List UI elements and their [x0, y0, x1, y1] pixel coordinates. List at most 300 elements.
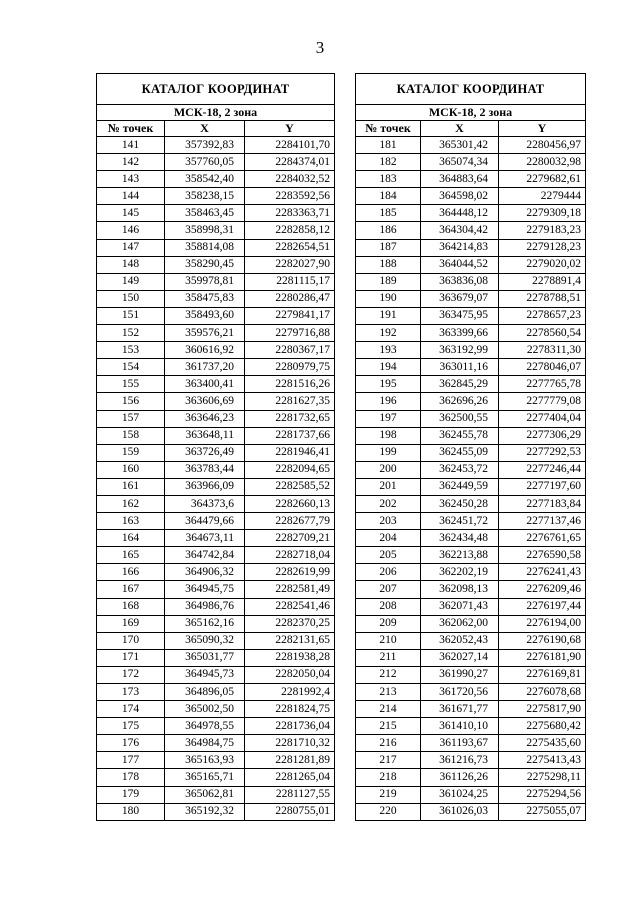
point-number-cell: 174 — [97, 701, 165, 718]
y-coordinate-cell: 2275435,60 — [499, 735, 586, 752]
catalog-title: КАТАЛОГ КООРДИНАТ — [356, 74, 586, 105]
table-row — [356, 359, 586, 376]
point-number-cell: 143 — [97, 171, 165, 188]
table-row — [356, 701, 586, 718]
column-header-x: X — [421, 121, 499, 137]
table-row — [356, 427, 586, 444]
table-row — [356, 718, 586, 735]
catalog-body — [356, 137, 586, 821]
table-row — [356, 154, 586, 171]
table-row — [356, 307, 586, 324]
table-row — [97, 273, 335, 290]
x-coordinate-cell: 362062,00 — [421, 615, 499, 632]
point-number-cell: 155 — [97, 376, 165, 393]
table-row — [97, 359, 335, 376]
y-coordinate-cell: 2275817,90 — [499, 701, 586, 718]
table-row — [97, 513, 335, 530]
x-coordinate-cell: 362450,28 — [421, 495, 499, 512]
y-coordinate-cell: 2282585,52 — [245, 478, 335, 495]
x-coordinate-cell: 365163,93 — [165, 752, 245, 769]
point-number-cell: 205 — [356, 547, 421, 564]
table-row — [356, 461, 586, 478]
table-row — [356, 547, 586, 564]
column-header-point: № точек — [356, 121, 421, 137]
point-number-cell: 159 — [97, 444, 165, 461]
point-number-cell: 161 — [97, 478, 165, 495]
table-row — [356, 137, 586, 154]
point-number-cell: 186 — [356, 222, 421, 239]
table-row — [356, 188, 586, 205]
x-coordinate-cell: 361737,20 — [165, 359, 245, 376]
point-number-cell: 220 — [356, 803, 421, 820]
table-row — [356, 444, 586, 461]
point-number-cell: 202 — [356, 495, 421, 512]
table-row — [356, 513, 586, 530]
x-coordinate-cell: 363783,44 — [165, 461, 245, 478]
table-row — [356, 598, 586, 615]
point-number-cell: 214 — [356, 701, 421, 718]
y-coordinate-cell: 2276190,68 — [499, 632, 586, 649]
point-number-cell: 210 — [356, 632, 421, 649]
y-coordinate-cell: 2277292,53 — [499, 444, 586, 461]
y-coordinate-cell: 2277765,78 — [499, 376, 586, 393]
x-coordinate-cell: 364304,42 — [421, 222, 499, 239]
x-coordinate-cell: 361193,67 — [421, 735, 499, 752]
y-coordinate-cell: 2280286,47 — [245, 290, 335, 307]
point-number-cell: 218 — [356, 769, 421, 786]
x-coordinate-cell: 363606,69 — [165, 393, 245, 410]
x-coordinate-cell: 362071,43 — [421, 598, 499, 615]
point-number-cell: 142 — [97, 154, 165, 171]
table-row — [97, 342, 335, 359]
x-coordinate-cell: 364883,64 — [421, 171, 499, 188]
table-row — [97, 735, 335, 752]
x-coordinate-cell: 362098,13 — [421, 581, 499, 598]
table-row — [97, 803, 335, 820]
y-coordinate-cell: 2281265,04 — [245, 769, 335, 786]
point-number-cell: 176 — [97, 735, 165, 752]
point-number-cell: 191 — [356, 307, 421, 324]
table-row — [356, 564, 586, 581]
table-row — [97, 718, 335, 735]
x-coordinate-cell: 359576,21 — [165, 325, 245, 342]
x-coordinate-cell: 363192,99 — [421, 342, 499, 359]
x-coordinate-cell: 360616,92 — [165, 342, 245, 359]
y-coordinate-cell: 2278311,30 — [499, 342, 586, 359]
point-number-cell: 181 — [356, 137, 421, 154]
y-coordinate-cell: 2277246,44 — [499, 461, 586, 478]
x-coordinate-cell: 358238,15 — [165, 188, 245, 205]
table-row — [97, 649, 335, 666]
table-row — [356, 495, 586, 512]
x-coordinate-cell: 362455,78 — [421, 427, 499, 444]
table-row — [97, 701, 335, 718]
y-coordinate-cell: 2281127,55 — [245, 786, 335, 803]
y-coordinate-cell: 2275680,42 — [499, 718, 586, 735]
x-coordinate-cell: 363011,16 — [421, 359, 499, 376]
point-number-cell: 216 — [356, 735, 421, 752]
table-row — [97, 307, 335, 324]
point-number-cell: 215 — [356, 718, 421, 735]
y-coordinate-cell: 2277404,04 — [499, 410, 586, 427]
x-coordinate-cell: 361671,77 — [421, 701, 499, 718]
table-row — [97, 290, 335, 307]
x-coordinate-cell: 362451,72 — [421, 513, 499, 530]
x-coordinate-cell: 364044,52 — [421, 256, 499, 273]
x-coordinate-cell: 363646,23 — [165, 410, 245, 427]
table-row — [97, 478, 335, 495]
catalog-body — [97, 137, 335, 821]
x-coordinate-cell: 363679,07 — [421, 290, 499, 307]
y-coordinate-cell: 2282709,21 — [245, 530, 335, 547]
x-coordinate-cell: 365031,77 — [165, 649, 245, 666]
point-number-cell: 175 — [97, 718, 165, 735]
point-number-cell: 207 — [356, 581, 421, 598]
x-coordinate-cell: 364945,75 — [165, 581, 245, 598]
y-coordinate-cell: 2277306,29 — [499, 427, 586, 444]
table-row — [97, 530, 335, 547]
table-row — [356, 171, 586, 188]
point-number-cell: 145 — [97, 205, 165, 222]
point-number-cell: 162 — [97, 495, 165, 512]
table-row — [97, 684, 335, 701]
point-number-cell: 144 — [97, 188, 165, 205]
point-number-cell: 206 — [356, 564, 421, 581]
table-row — [356, 222, 586, 239]
y-coordinate-cell: 2275294,56 — [499, 786, 586, 803]
table-row — [97, 564, 335, 581]
y-coordinate-cell: 2276078,68 — [499, 684, 586, 701]
y-coordinate-cell: 2280367,17 — [245, 342, 335, 359]
x-coordinate-cell: 363400,41 — [165, 376, 245, 393]
point-number-cell: 163 — [97, 513, 165, 530]
point-number-cell: 208 — [356, 598, 421, 615]
x-coordinate-cell: 358493,60 — [165, 307, 245, 324]
y-coordinate-cell: 2282094,65 — [245, 461, 335, 478]
point-number-cell: 171 — [97, 649, 165, 666]
table-row — [97, 137, 335, 154]
x-coordinate-cell: 362453,72 — [421, 461, 499, 478]
y-coordinate-cell: 2278788,51 — [499, 290, 586, 307]
table-row — [97, 325, 335, 342]
y-coordinate-cell: 2279716,88 — [245, 325, 335, 342]
y-coordinate-cell: 2277197,60 — [499, 478, 586, 495]
y-coordinate-cell: 2281710,32 — [245, 735, 335, 752]
coordinate-system: МСК-18, 2 зона — [356, 105, 586, 121]
y-coordinate-cell: 2279682,61 — [499, 171, 586, 188]
x-coordinate-cell: 364673,11 — [165, 530, 245, 547]
point-number-cell: 213 — [356, 684, 421, 701]
x-coordinate-cell: 361990,27 — [421, 666, 499, 683]
y-coordinate-cell: 2282858,12 — [245, 222, 335, 239]
y-coordinate-cell: 2281281,89 — [245, 752, 335, 769]
x-coordinate-cell: 364945,73 — [165, 666, 245, 683]
table-row — [97, 581, 335, 598]
table-row — [97, 171, 335, 188]
table-row — [97, 205, 335, 222]
y-coordinate-cell: 2282619,99 — [245, 564, 335, 581]
y-coordinate-cell: 2275413,43 — [499, 752, 586, 769]
point-number-cell: 177 — [97, 752, 165, 769]
table-row — [97, 632, 335, 649]
x-coordinate-cell: 365165,71 — [165, 769, 245, 786]
x-coordinate-cell: 357760,05 — [165, 154, 245, 171]
page-number: 3 — [315, 38, 325, 57]
point-number-cell: 219 — [356, 786, 421, 803]
x-coordinate-cell: 364742,84 — [165, 547, 245, 564]
x-coordinate-cell: 358542,40 — [165, 171, 245, 188]
point-number-cell: 194 — [356, 359, 421, 376]
y-coordinate-cell: 2283592,56 — [245, 188, 335, 205]
table-row — [97, 239, 335, 256]
column-header-y: Y — [245, 121, 335, 137]
y-coordinate-cell: 2277779,08 — [499, 393, 586, 410]
point-number-cell: 198 — [356, 427, 421, 444]
table-row — [356, 478, 586, 495]
x-coordinate-cell: 363966,09 — [165, 478, 245, 495]
x-coordinate-cell: 365002,50 — [165, 701, 245, 718]
catalog-title: КАТАЛОГ КООРДИНАТ — [97, 74, 335, 105]
x-coordinate-cell: 358814,08 — [165, 239, 245, 256]
table-row — [356, 376, 586, 393]
table-row — [356, 530, 586, 547]
y-coordinate-cell: 2276181,90 — [499, 649, 586, 666]
x-coordinate-cell: 358290,45 — [165, 256, 245, 273]
y-coordinate-cell: 2282027,90 — [245, 256, 335, 273]
point-number-cell: 189 — [356, 273, 421, 290]
table-row — [356, 632, 586, 649]
point-number-cell: 188 — [356, 256, 421, 273]
point-number-cell: 157 — [97, 410, 165, 427]
table-row — [97, 769, 335, 786]
y-coordinate-cell: 2281516,26 — [245, 376, 335, 393]
y-coordinate-cell: 2281115,17 — [245, 273, 335, 290]
y-coordinate-cell: 2281992,4 — [245, 684, 335, 701]
y-coordinate-cell: 2284101,70 — [245, 137, 335, 154]
point-number-cell: 169 — [97, 615, 165, 632]
y-coordinate-cell: 2280032,98 — [499, 154, 586, 171]
x-coordinate-cell: 362696,26 — [421, 393, 499, 410]
table-row — [356, 393, 586, 410]
table-row — [97, 598, 335, 615]
point-number-cell: 212 — [356, 666, 421, 683]
table-row — [97, 786, 335, 803]
table-row — [356, 256, 586, 273]
point-number-cell: 153 — [97, 342, 165, 359]
point-number-cell: 165 — [97, 547, 165, 564]
y-coordinate-cell: 2282581,49 — [245, 581, 335, 598]
table-row — [356, 803, 586, 820]
y-coordinate-cell: 2276590,58 — [499, 547, 586, 564]
x-coordinate-cell: 364373,6 — [165, 495, 245, 512]
x-coordinate-cell: 365162,16 — [165, 615, 245, 632]
x-coordinate-cell: 365090,32 — [165, 632, 245, 649]
y-coordinate-cell: 2280456,97 — [499, 137, 586, 154]
table-row — [97, 410, 335, 427]
point-number-cell: 141 — [97, 137, 165, 154]
table-row — [356, 239, 586, 256]
table-row — [97, 222, 335, 239]
table-row — [356, 786, 586, 803]
x-coordinate-cell: 365301,42 — [421, 137, 499, 154]
point-number-cell: 185 — [356, 205, 421, 222]
y-coordinate-cell: 2282131,65 — [245, 632, 335, 649]
point-number-cell: 158 — [97, 427, 165, 444]
point-number-cell: 150 — [97, 290, 165, 307]
y-coordinate-cell: 2281946,41 — [245, 444, 335, 461]
y-coordinate-cell: 2282050,04 — [245, 666, 335, 683]
coordinate-catalog-left — [96, 73, 335, 821]
y-coordinate-cell: 2279183,23 — [499, 222, 586, 239]
y-coordinate-cell: 2278560,54 — [499, 325, 586, 342]
y-coordinate-cell: 2282541,46 — [245, 598, 335, 615]
point-number-cell: 217 — [356, 752, 421, 769]
point-number-cell: 170 — [97, 632, 165, 649]
y-coordinate-cell: 2281824,75 — [245, 701, 335, 718]
point-number-cell: 211 — [356, 649, 421, 666]
x-coordinate-cell: 362213,88 — [421, 547, 499, 564]
y-coordinate-cell: 2276169,81 — [499, 666, 586, 683]
x-coordinate-cell: 362202,19 — [421, 564, 499, 581]
table-row — [97, 444, 335, 461]
y-coordinate-cell: 2280755,01 — [245, 803, 335, 820]
x-coordinate-cell: 358463,45 — [165, 205, 245, 222]
x-coordinate-cell: 363726,49 — [165, 444, 245, 461]
y-coordinate-cell: 2279020,02 — [499, 256, 586, 273]
point-number-cell: 166 — [97, 564, 165, 581]
table-row — [356, 325, 586, 342]
table-row — [356, 205, 586, 222]
point-number-cell: 199 — [356, 444, 421, 461]
table-row — [97, 666, 335, 683]
y-coordinate-cell: 2281737,66 — [245, 427, 335, 444]
table-row — [356, 752, 586, 769]
x-coordinate-cell: 362027,14 — [421, 649, 499, 666]
table-row — [97, 495, 335, 512]
point-number-cell: 187 — [356, 239, 421, 256]
point-number-cell: 183 — [356, 171, 421, 188]
table-row — [356, 273, 586, 290]
y-coordinate-cell: 2282660,13 — [245, 495, 335, 512]
x-coordinate-cell: 361026,03 — [421, 803, 499, 820]
point-number-cell: 167 — [97, 581, 165, 598]
y-coordinate-cell: 2284374,01 — [245, 154, 335, 171]
table-row — [97, 154, 335, 171]
x-coordinate-cell: 363475,95 — [421, 307, 499, 324]
point-number-cell: 193 — [356, 342, 421, 359]
point-number-cell: 178 — [97, 769, 165, 786]
x-coordinate-cell: 361720,56 — [421, 684, 499, 701]
table-row — [356, 410, 586, 427]
y-coordinate-cell: 2276761,65 — [499, 530, 586, 547]
y-coordinate-cell: 2280979,75 — [245, 359, 335, 376]
y-coordinate-cell: 2276209,46 — [499, 581, 586, 598]
table-row — [356, 666, 586, 683]
x-coordinate-cell: 358475,83 — [165, 290, 245, 307]
table-row — [97, 256, 335, 273]
y-coordinate-cell: 2279309,18 — [499, 205, 586, 222]
y-coordinate-cell: 2278891,4 — [499, 273, 586, 290]
table-row — [356, 684, 586, 701]
point-number-cell: 184 — [356, 188, 421, 205]
y-coordinate-cell: 2281732,65 — [245, 410, 335, 427]
x-coordinate-cell: 362434,48 — [421, 530, 499, 547]
y-coordinate-cell: 2282654,51 — [245, 239, 335, 256]
x-coordinate-cell: 364906,32 — [165, 564, 245, 581]
x-coordinate-cell: 362052,43 — [421, 632, 499, 649]
point-number-cell: 182 — [356, 154, 421, 171]
y-coordinate-cell: 2282370,25 — [245, 615, 335, 632]
point-number-cell: 164 — [97, 530, 165, 547]
point-number-cell: 146 — [97, 222, 165, 239]
table-row — [97, 461, 335, 478]
y-coordinate-cell: 2278657,23 — [499, 307, 586, 324]
x-coordinate-cell: 361410,10 — [421, 718, 499, 735]
point-number-cell: 160 — [97, 461, 165, 478]
y-coordinate-cell: 2276241,43 — [499, 564, 586, 581]
x-coordinate-cell: 364448,12 — [421, 205, 499, 222]
x-coordinate-cell: 364479,66 — [165, 513, 245, 530]
point-number-cell: 154 — [97, 359, 165, 376]
y-coordinate-cell: 2281938,28 — [245, 649, 335, 666]
point-number-cell: 203 — [356, 513, 421, 530]
x-coordinate-cell: 364598,02 — [421, 188, 499, 205]
table-row — [97, 393, 335, 410]
y-coordinate-cell: 2282718,04 — [245, 547, 335, 564]
y-coordinate-cell: 2275055,07 — [499, 803, 586, 820]
y-coordinate-cell: 2278046,07 — [499, 359, 586, 376]
point-number-cell: 147 — [97, 239, 165, 256]
x-coordinate-cell: 365062,81 — [165, 786, 245, 803]
point-number-cell: 197 — [356, 410, 421, 427]
column-header-point: № точек — [97, 121, 165, 137]
x-coordinate-cell: 363836,08 — [421, 273, 499, 290]
x-coordinate-cell: 364896,05 — [165, 684, 245, 701]
point-number-cell: 152 — [97, 325, 165, 342]
x-coordinate-cell: 365074,34 — [421, 154, 499, 171]
point-number-cell: 173 — [97, 684, 165, 701]
table-row — [97, 376, 335, 393]
table-row — [97, 427, 335, 444]
table-row — [356, 581, 586, 598]
y-coordinate-cell: 2279841,17 — [245, 307, 335, 324]
point-number-cell: 196 — [356, 393, 421, 410]
point-number-cell: 195 — [356, 376, 421, 393]
y-coordinate-cell: 2282677,79 — [245, 513, 335, 530]
point-number-cell: 151 — [97, 307, 165, 324]
y-coordinate-cell: 2276194,00 — [499, 615, 586, 632]
point-number-cell: 148 — [97, 256, 165, 273]
table-row — [97, 188, 335, 205]
y-coordinate-cell: 2283363,71 — [245, 205, 335, 222]
y-coordinate-cell: 2281627,35 — [245, 393, 335, 410]
table-row — [97, 752, 335, 769]
x-coordinate-cell: 362449,59 — [421, 478, 499, 495]
y-coordinate-cell: 2279444 — [499, 188, 586, 205]
point-number-cell: 149 — [97, 273, 165, 290]
y-coordinate-cell: 2277183,84 — [499, 495, 586, 512]
x-coordinate-cell: 361216,73 — [421, 752, 499, 769]
y-coordinate-cell: 2277137,46 — [499, 513, 586, 530]
x-coordinate-cell: 363399,66 — [421, 325, 499, 342]
x-coordinate-cell: 363648,11 — [165, 427, 245, 444]
coordinate-system: МСК-18, 2 зона — [97, 105, 335, 121]
coordinate-catalog-right — [355, 73, 586, 821]
table-row — [356, 769, 586, 786]
column-header-y: Y — [499, 121, 586, 137]
x-coordinate-cell: 361126,26 — [421, 769, 499, 786]
table-row — [356, 615, 586, 632]
